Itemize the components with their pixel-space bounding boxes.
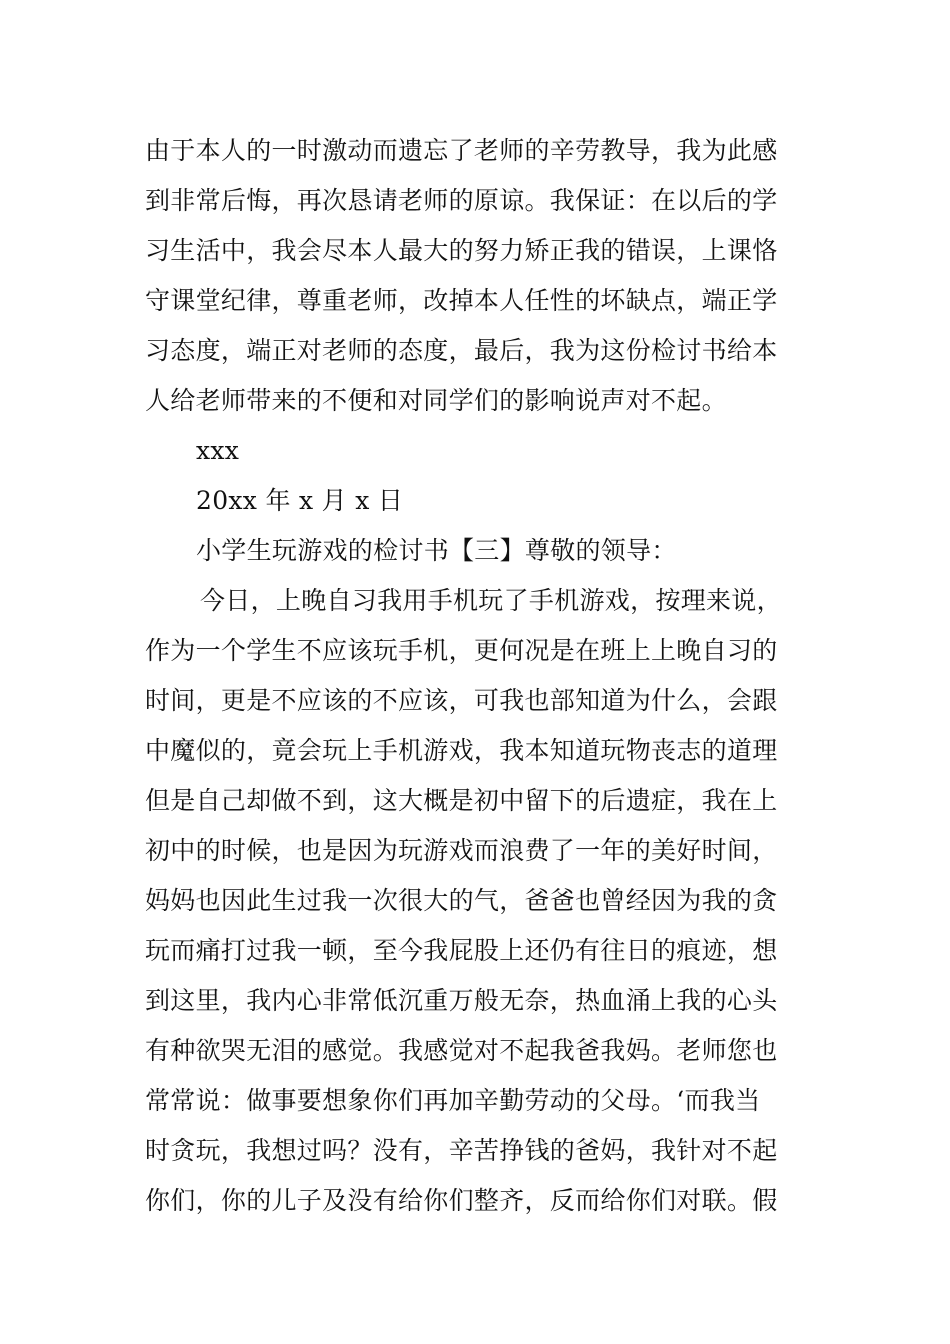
text-line: 到非常后悔，再次恳请老师的原谅。我保证：在以后的学 — [145, 186, 778, 215]
text-line: 你们，你的儿子及没有给你们整齐，反而给你们对联。假 — [145, 1186, 778, 1215]
text-line: 今日，上晚自习我用手机玩了手机游戏，按理来说， — [200, 586, 782, 615]
text-line: 玩而痛打过我一顿，至今我屁股上还仍有往日的痕迹，想 — [145, 936, 778, 965]
text-line: 妈妈也因此生过我一次很大的气，爸爸也曾经因为我的贪 — [145, 886, 778, 915]
text-line: 习生活中，我会尽本人最大的努力矫正我的错误，上课恪 — [145, 236, 778, 265]
text-line: 守课堂纪律，尊重老师，改掉本人任性的坏缺点，端正学 — [145, 286, 778, 315]
text-line: 时间，更是不应该的不应该，可我也部知道为什么，会跟 — [145, 686, 778, 715]
text-line: 习态度，端正对老师的态度，最后，我为这份检讨书给本 — [145, 336, 778, 365]
text-line: 到这里，我内心非常低沉重万般无奈，热血涌上我的心头 — [145, 986, 778, 1015]
text-line: 时贪玩，我想过吗？没有，辛苦挣钱的爸妈，我针对不起 — [145, 1136, 778, 1165]
text-line: 中魔似的，竟会玩上手机游戏，我本知道玩物丧志的道理 — [145, 736, 778, 765]
text-line: 作为一个学生不应该玩手机，更何况是在班上上晚自习的 — [145, 636, 778, 665]
text-line: 由于本人的一时激动而遗忘了老师的辛劳教导，我为此感 — [145, 136, 778, 165]
signature-date: 20xx 年 x 月 x 日 — [196, 486, 404, 515]
text-line: 有种欲哭无泪的感觉。我感觉对不起我爸我妈。老师您也 — [145, 1036, 778, 1065]
signature-name: xxx — [196, 436, 240, 465]
text-line: 常常说：做事要想象你们再加辛勤劳动的父母。‘而我当 — [145, 1086, 761, 1115]
text-line: 人给老师带来的不便和对同学们的影响说声对不起。 — [145, 386, 727, 415]
text-line: 但是自己却做不到，这大概是初中留下的后遗症，我在上 — [145, 786, 778, 815]
text-line: 初中的时候，也是因为玩游戏而浪费了一年的美好时间， — [145, 836, 778, 865]
section-heading: 小学生玩游戏的检讨书【三】尊敬的领导： — [196, 536, 677, 565]
